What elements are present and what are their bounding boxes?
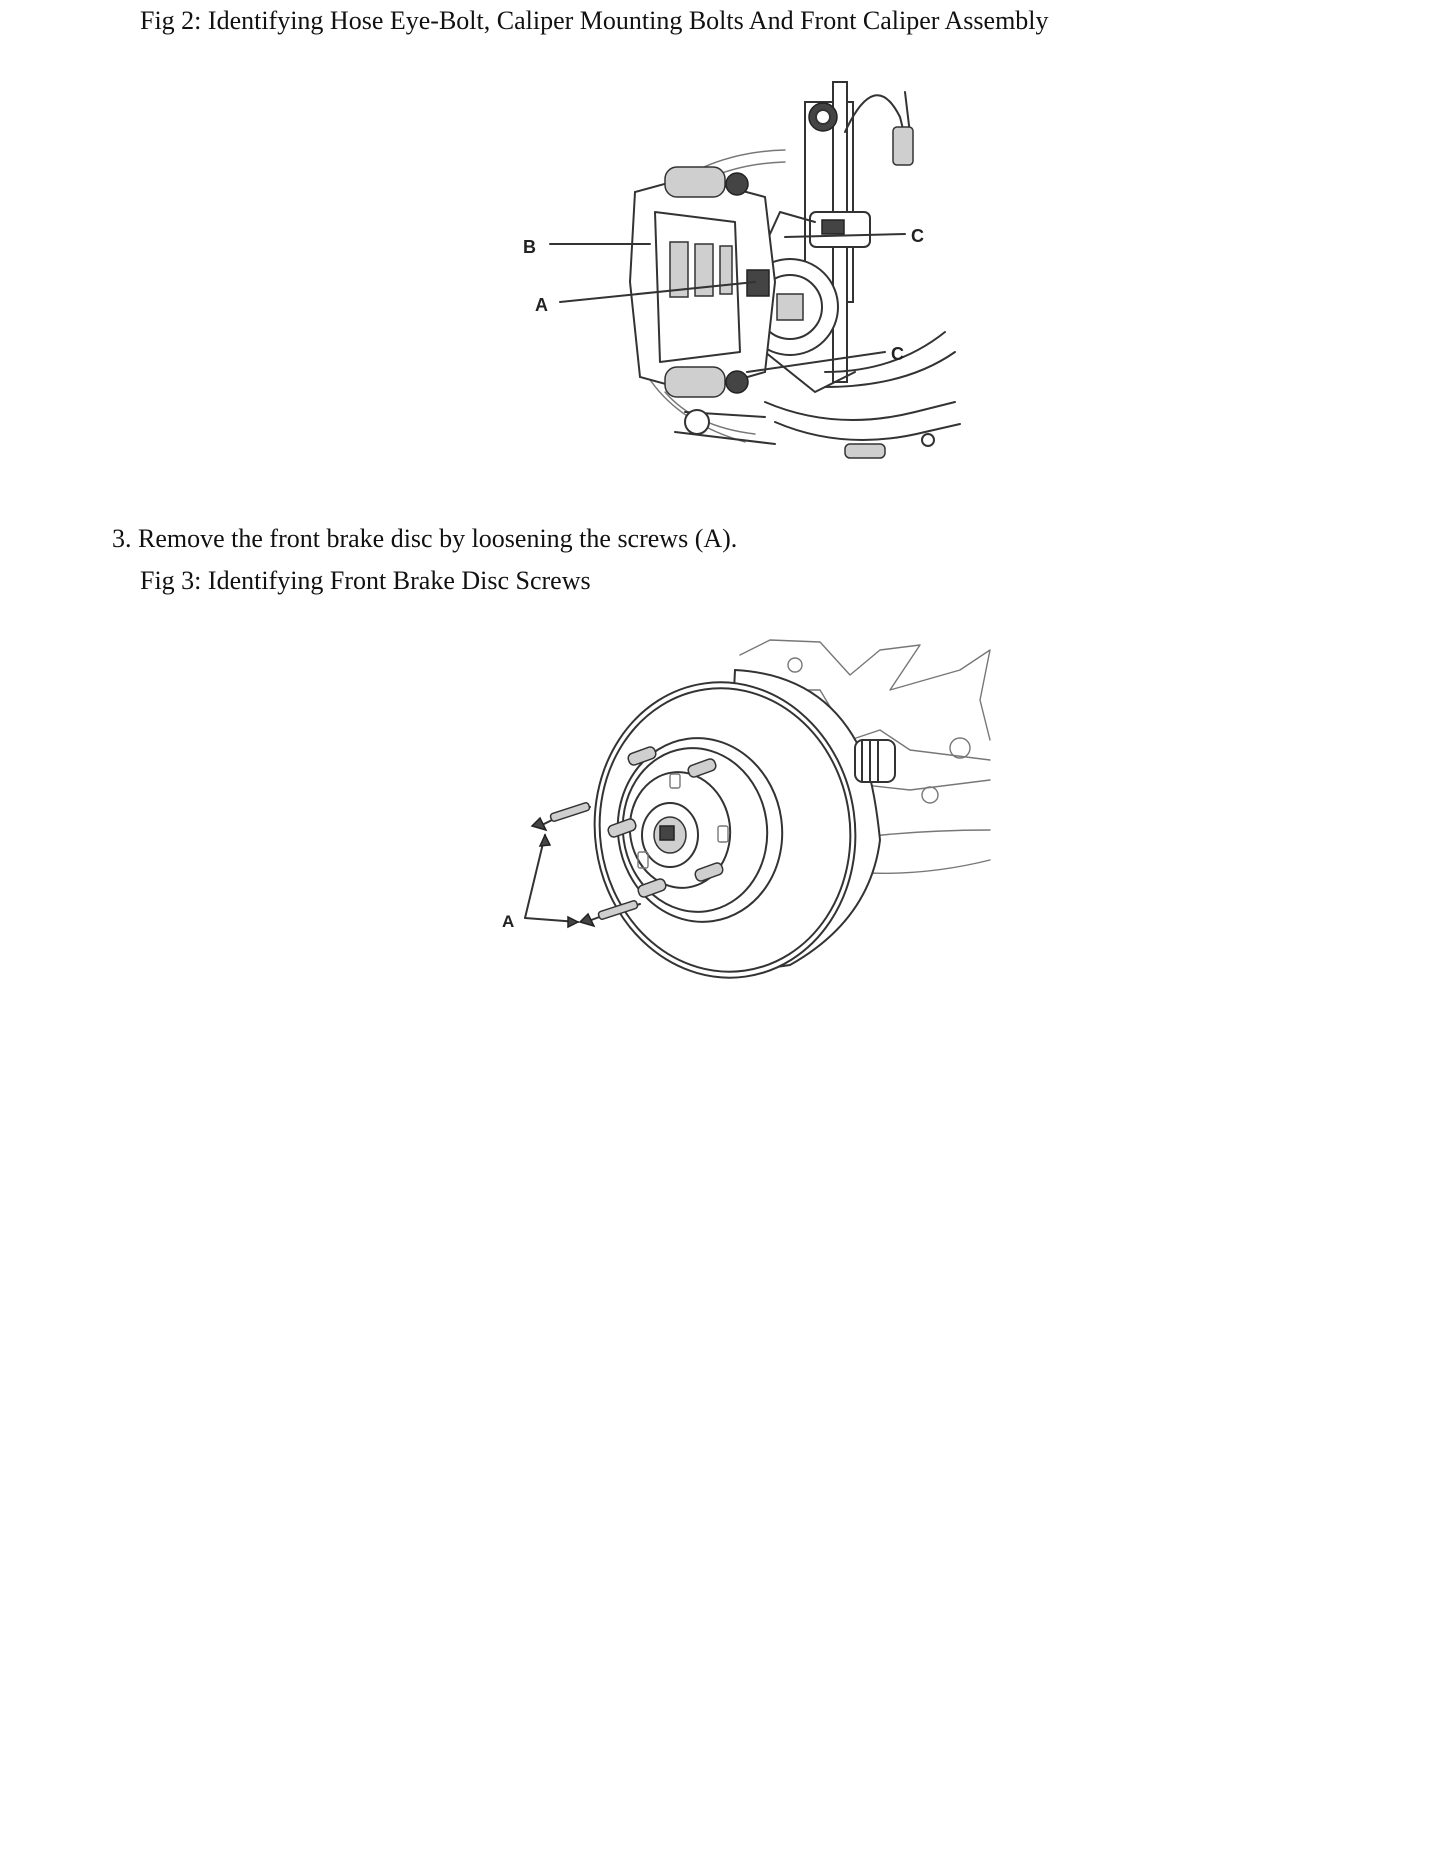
callout-c-bottom: C: [891, 344, 904, 364]
brake-disc-drawing: [490, 630, 1000, 992]
callout-c-top: C: [911, 226, 924, 246]
fig2-caption: Fig 2: Identifying Hose Eye-Bolt, Caliper Mounting Bolts And Front Caliper Assembly: [140, 6, 1049, 35]
step-3-instruction: 3. Remove the front brake disc by loosening the screws (A).: [112, 524, 738, 553]
callout-b: B: [523, 237, 536, 257]
fig2-caliper-illustration: [515, 72, 965, 492]
callout-a: A: [535, 295, 548, 315]
fig3-brake-disc-illustration: [490, 630, 1000, 992]
caliper-assembly-drawing: [515, 72, 965, 492]
callout-a: A: [502, 912, 515, 931]
fig3-caption: Fig 3: Identifying Front Brake Disc Screws: [140, 566, 591, 595]
